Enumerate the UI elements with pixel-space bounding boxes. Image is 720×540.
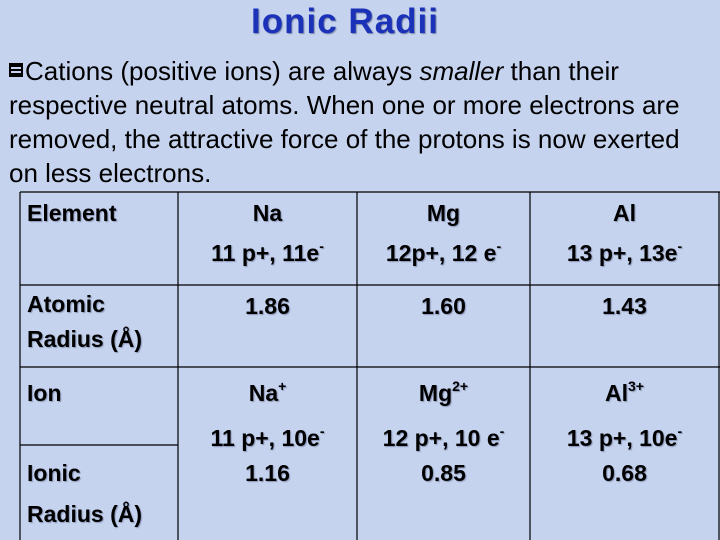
al-atomic-radius: 1.43 <box>602 293 647 319</box>
mg-atomic-radius: 1.60 <box>421 293 466 319</box>
mg-ion-particles: 12 p+, 10 e- <box>382 423 505 451</box>
al-ion-particles: 13 p+, 10e- <box>566 423 683 451</box>
intro-text-start: Cations (positive ions) are always <box>25 56 420 86</box>
page-title: Ionic Radii <box>251 2 439 41</box>
na-atomic-radius: 1.86 <box>245 293 290 319</box>
na-symbol: Na <box>252 200 283 226</box>
al-ionic-radius: 0.68 <box>602 460 647 486</box>
mg-ionic-radius: 0.85 <box>421 460 466 486</box>
na-particles: 11 p+, 11e- <box>211 238 324 266</box>
na-ion-particles: 11 p+, 10e- <box>210 423 325 451</box>
mg-symbol: Mg <box>426 200 461 226</box>
atomic-radius-label-1: Atomic <box>27 291 105 317</box>
element-label: Element <box>27 200 117 226</box>
ionic-radius-label-1: Ionic <box>27 460 81 486</box>
intro-text-end: than their respective neutral atoms. When one or more electrons are removed, the attractive force of the protons is now exerted on less electrons. <box>9 56 680 188</box>
mg-ion: $Mg^{2+}$ <box>418 378 469 406</box>
ionic-radius-label-2: Radius (Å) <box>27 501 142 527</box>
na-ion: Na+ <box>248 378 287 406</box>
na-ionic-radius: 1.16 <box>245 460 290 486</box>
intro-emphasis: smaller <box>419 56 504 86</box>
al-particles: 13 p+, 13e- <box>566 238 683 266</box>
mg-particles: 12p+, 12 e- <box>385 238 502 266</box>
al-symbol: Al <box>613 200 636 226</box>
al-ion: $Al^{3+}$ <box>605 378 644 406</box>
atomic-radius-label-2: Radius (Å) <box>27 326 142 352</box>
ion-label: Ion <box>27 380 62 406</box>
